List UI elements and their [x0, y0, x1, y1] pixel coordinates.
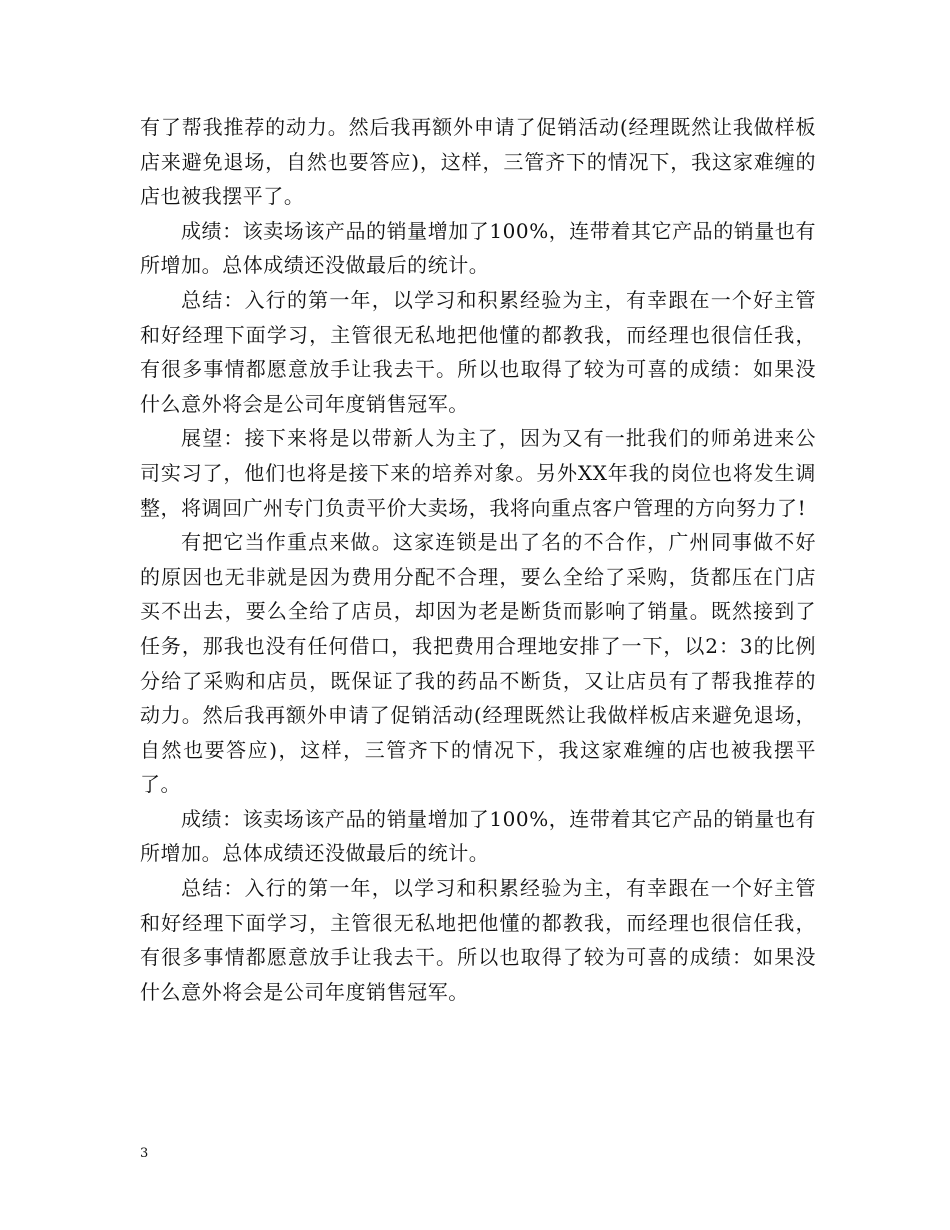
paragraph-4: 展望：接下来将是以带新人为主了，因为又有一批我们的师弟进来公司实习了，他们也将是接下来的培养对象。另外XX年我的岗位也将发生调整，将调回广州专门负责平价大卖场，我将向重点客户管理的方向努力了!: [140, 426, 816, 520]
page-number: 3: [140, 1146, 149, 1161]
paragraph-3: 总结：入行的第一年，以学习和积累经验为主，有幸跟在一个好主管和好经理下面学习，主管很无私地把他懂的都教我，而经理也很信任我，有很多事情都愿意放手让我去干。所以也取得了较为可喜的成绩：如果没什么意外将会是公司年度销售冠军。: [140, 287, 816, 416]
paragraph-1: 有了帮我推荐的动力。然后我再额外申请了促销活动(经理既然让我做样板店来避免退场，自然也要答应)，这样，三管齐下的情况下，我这家难缠的店也被我摆平了。: [140, 115, 816, 209]
paragraph-6: 成绩：该卖场该产品的销量增加了100%，连带着其它产品的销量也有所增加。总体成绩还没做最后的统计。: [140, 806, 816, 866]
paragraph-2: 成绩：该卖场该产品的销量增加了100%，连带着其它产品的销量也有所增加。总体成绩还没做最后的统计。: [140, 218, 816, 278]
paragraph-7: 总结：入行的第一年，以学习和积累经验为主，有幸跟在一个好主管和好经理下面学习，主管很无私地把他懂的都教我，而经理也很信任我，有很多事情都愿意放手让我去干。所以也取得了较为可喜的成绩：如果没什么意外将会是公司年度销售冠军。: [140, 876, 816, 1004]
paragraph-5: 有把它当作重点来做。这家连锁是出了名的不合作，广州同事做不好的原因也无非就是因为费用分配不合理，要么全给了采购，货都压在门店买不出去，要么全给了店员，却因为老是断货而影响了销量。既然接到了任务，那我也没有任何借口，我把费用合理地安排了一下，以2：3的比例分给了采购和店员，既保证了我的药品不断货，又让店员有了帮我推荐的动力。然后我再额外申请了促销活动(经理既然让我做样板店来避免退场，自然也要答应)，这样，三管齐下的情况下，我这家难缠的店也被我摆平了。: [140, 530, 816, 797]
document-body: [140, 110, 816, 1009]
